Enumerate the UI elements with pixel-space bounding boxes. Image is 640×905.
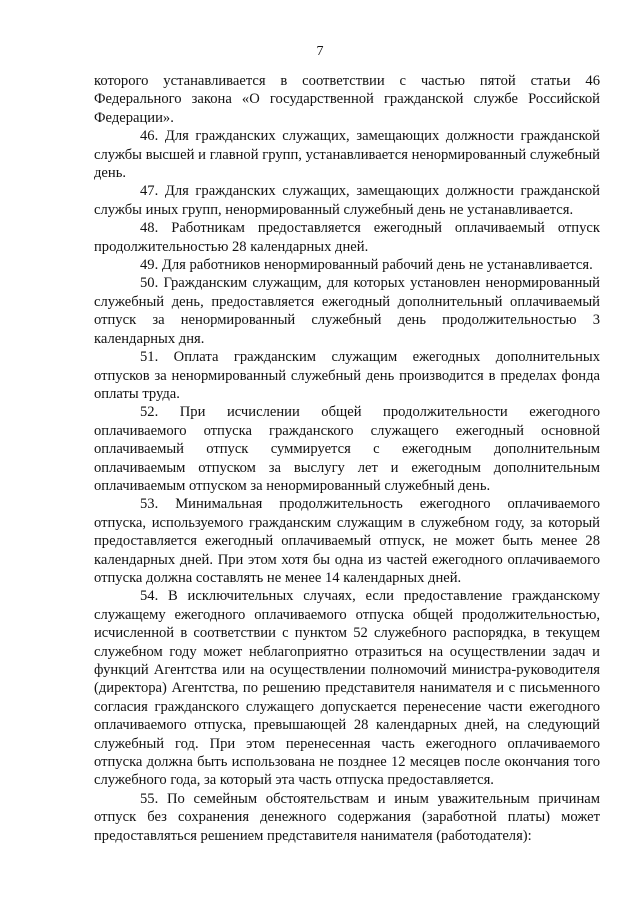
paragraph: 46. Для гражданских служащих, замещающих должности гражданской службы высшей и главной групп, устанавливается ненормированный служебный день.: [94, 128, 600, 182]
paragraph: 53. Минимальная продолжительность ежегодного оплачиваемого отпуска, используемого гражданским служащим в служебном году, за который предоставляется ежегодный оплачиваемый отпуск, не может быть менее 28 календарных дней. При этом хотя бы одна из частей ежегодного оплачиваемого отпуска должна составлять не менее 14 календарных дней.: [94, 496, 600, 586]
paragraph: 47. Для гражданских служащих, замещающих должности гражданской службы иных групп, ненормированный служебный день не устанавливается.: [94, 183, 600, 218]
paragraph: 51. Оплата гражданским служащим ежегодных дополнительных отпусков за ненормированный служебный день производится в пределах фонда оплаты труда.: [94, 349, 600, 402]
paragraph: 49. Для работников ненормированный рабочий день не устанавливается.: [140, 257, 593, 274]
page-number: 7: [316, 44, 324, 59]
paragraph: 52. При исчислении общей продолжительности ежегодного оплачиваемого отпуска гражданского служащего ежегодный основной оплачиваемый отпуск суммируется с ежегодным дополнительным оплачиваемым отпуском за выслугу лет и ежегодным дополнительным оплачиваемым отпуском за ненормированный служебный день.: [94, 404, 600, 494]
paragraph: которого устанавливается в соответствии с частью пятой статьи 46 Федерального закона «О государственной гражданской службе Российской Федерации».: [94, 73, 600, 126]
body-text: [94, 72, 600, 845]
paragraph: 48. Работникам предоставляется ежегодный оплачиваемый отпуск продолжительностью 28 календарных дней.: [94, 220, 600, 255]
paragraph: 55. По семейным обстоятельствам и иным уважительным причинам отпуск без сохранения денежного содержания (заработной платы) может предоставляться решением представителя нанимателя (работодателя):: [94, 790, 600, 844]
paragraph: 50. Гражданским служащим, для которых установлен ненормированный служебный день, предоставляется ежегодный дополнительный оплачиваемый отпуск за ненормированный служебный день продолжительностью 3 календарных дня.: [94, 275, 600, 347]
paragraph: 54. В исключительных случаях, если предоставление гражданскому служащему ежегодного оплачиваемого отпуска общей продолжительностью, исчисленной в соответствии с пунктом 52 служебного распорядка, в текущем служебном году может неблагоприятно отразиться на осуществлении задач и функций Агентства или на осуществлении полномочий министра-руководителя (директора) Агентства, по решению представителя нанимателя и с письменного согласия гражданского служащего допускается перенесение части ежегодного оплачиваемого отпуска, превышающей 28 календарных дней, на следующий служебный год. При этом перенесенная часть ежегодного оплачиваемого отпуска должна быть использована не позднее 12 месяцев после окончания того служебного года, за который эта часть отпуска предоставляется.: [94, 588, 600, 789]
